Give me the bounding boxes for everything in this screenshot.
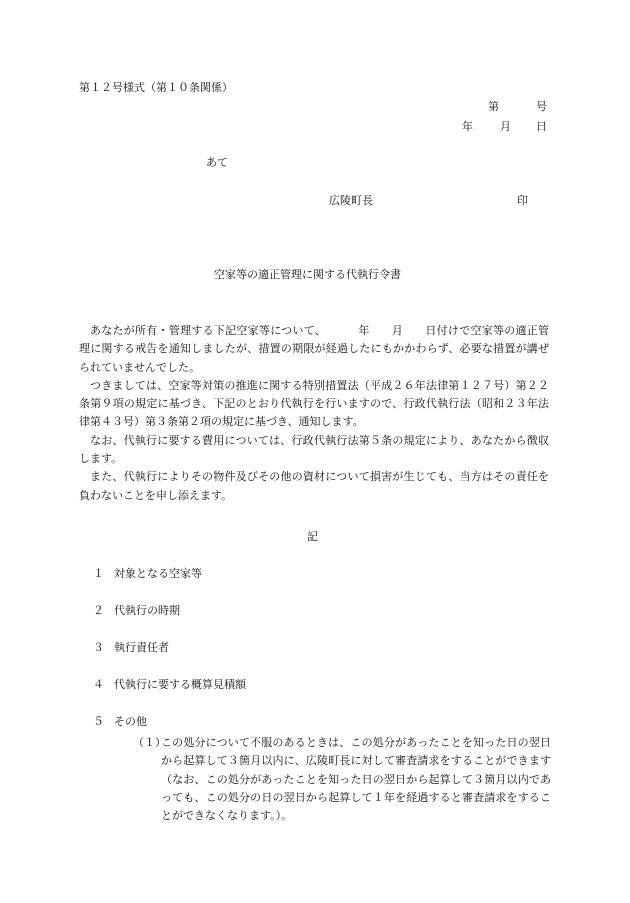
- issuer-name: 広陵町長: [329, 194, 373, 207]
- paragraph-1-year: 年: [358, 324, 370, 337]
- document-number-label: 第: [488, 100, 499, 113]
- document-title: 空家等の適正管理に関する代執行令書: [214, 268, 401, 281]
- paragraph-2: つきましては、空家等対策の推進に関する特別措置法（平成２６年法律第１２７号）第２２条第９項の規定に基づき、下記のとおり代執行を行いますので、行政代執行法（昭和２３年法律第４３号）第３条第２項の規定に基づき、通知します。: [79, 378, 549, 429]
- sub-item: [133, 734, 551, 825]
- seal-mark: 印: [517, 194, 528, 207]
- item-number: ４: [93, 678, 104, 691]
- item-label: 執行責任者: [114, 641, 169, 654]
- paragraph-1-rest: 日付けで空家等の適正管理に関する戒告を通知しましたが、措置の期限が経過したにもかかわらず、必要な措置が講ぜられていませんでした。: [79, 324, 550, 374]
- item-number: ５: [93, 715, 104, 728]
- paragraph-1: [79, 322, 549, 377]
- item-label: 対象となる空家等: [114, 567, 202, 580]
- paragraph-4: また、代執行によりその物件及びその他の資材について損害が生じても、当方はその責任を負わないことを申し添えます。: [79, 470, 549, 502]
- item-label: 代執行の時期: [114, 604, 180, 617]
- ki-heading: 記: [307, 530, 318, 543]
- body-text: [79, 322, 549, 505]
- sub-item-text: この処分について不服のあるときは、この処分があったことを知った日の翌日から起算して３箇月以内に、広陵町長に対して審査請求をすることができます（なお、この処分があったことを知った日の翌日から起算して３箇月以内であっても、この処分の日の翌日から起算して１年を経過すると審査請求をすることができなくなります。）。: [161, 736, 551, 823]
- item-number: １: [93, 567, 104, 580]
- form-id: 第１２号様式（第１０条関係）: [79, 81, 233, 94]
- paragraph-1-month: 月: [391, 324, 404, 337]
- list-item: [93, 715, 147, 728]
- item-number: ２: [93, 604, 104, 617]
- list-item: [93, 604, 180, 617]
- date-month-label: 月: [500, 120, 511, 133]
- sub-item-number: （１）: [133, 736, 166, 749]
- item-label: その他: [114, 715, 147, 728]
- document-number-suffix: 号: [536, 100, 547, 113]
- date-day-label: 日: [536, 120, 547, 133]
- paragraph-3: なお、代執行に要する費用については、行政代執行法第５条の規定により、あなたから徴収します。: [79, 433, 549, 466]
- date-year-label: 年: [462, 120, 473, 133]
- item-number: ３: [93, 641, 104, 654]
- paragraph-1-lead: あなたが所有・管理する下記空家等について、: [90, 324, 327, 337]
- addressee: あて: [206, 156, 228, 169]
- list-item: [93, 567, 202, 580]
- item-label: 代執行に要する概算見積額: [114, 678, 246, 691]
- list-item: [93, 641, 169, 654]
- list-item: [93, 678, 246, 691]
